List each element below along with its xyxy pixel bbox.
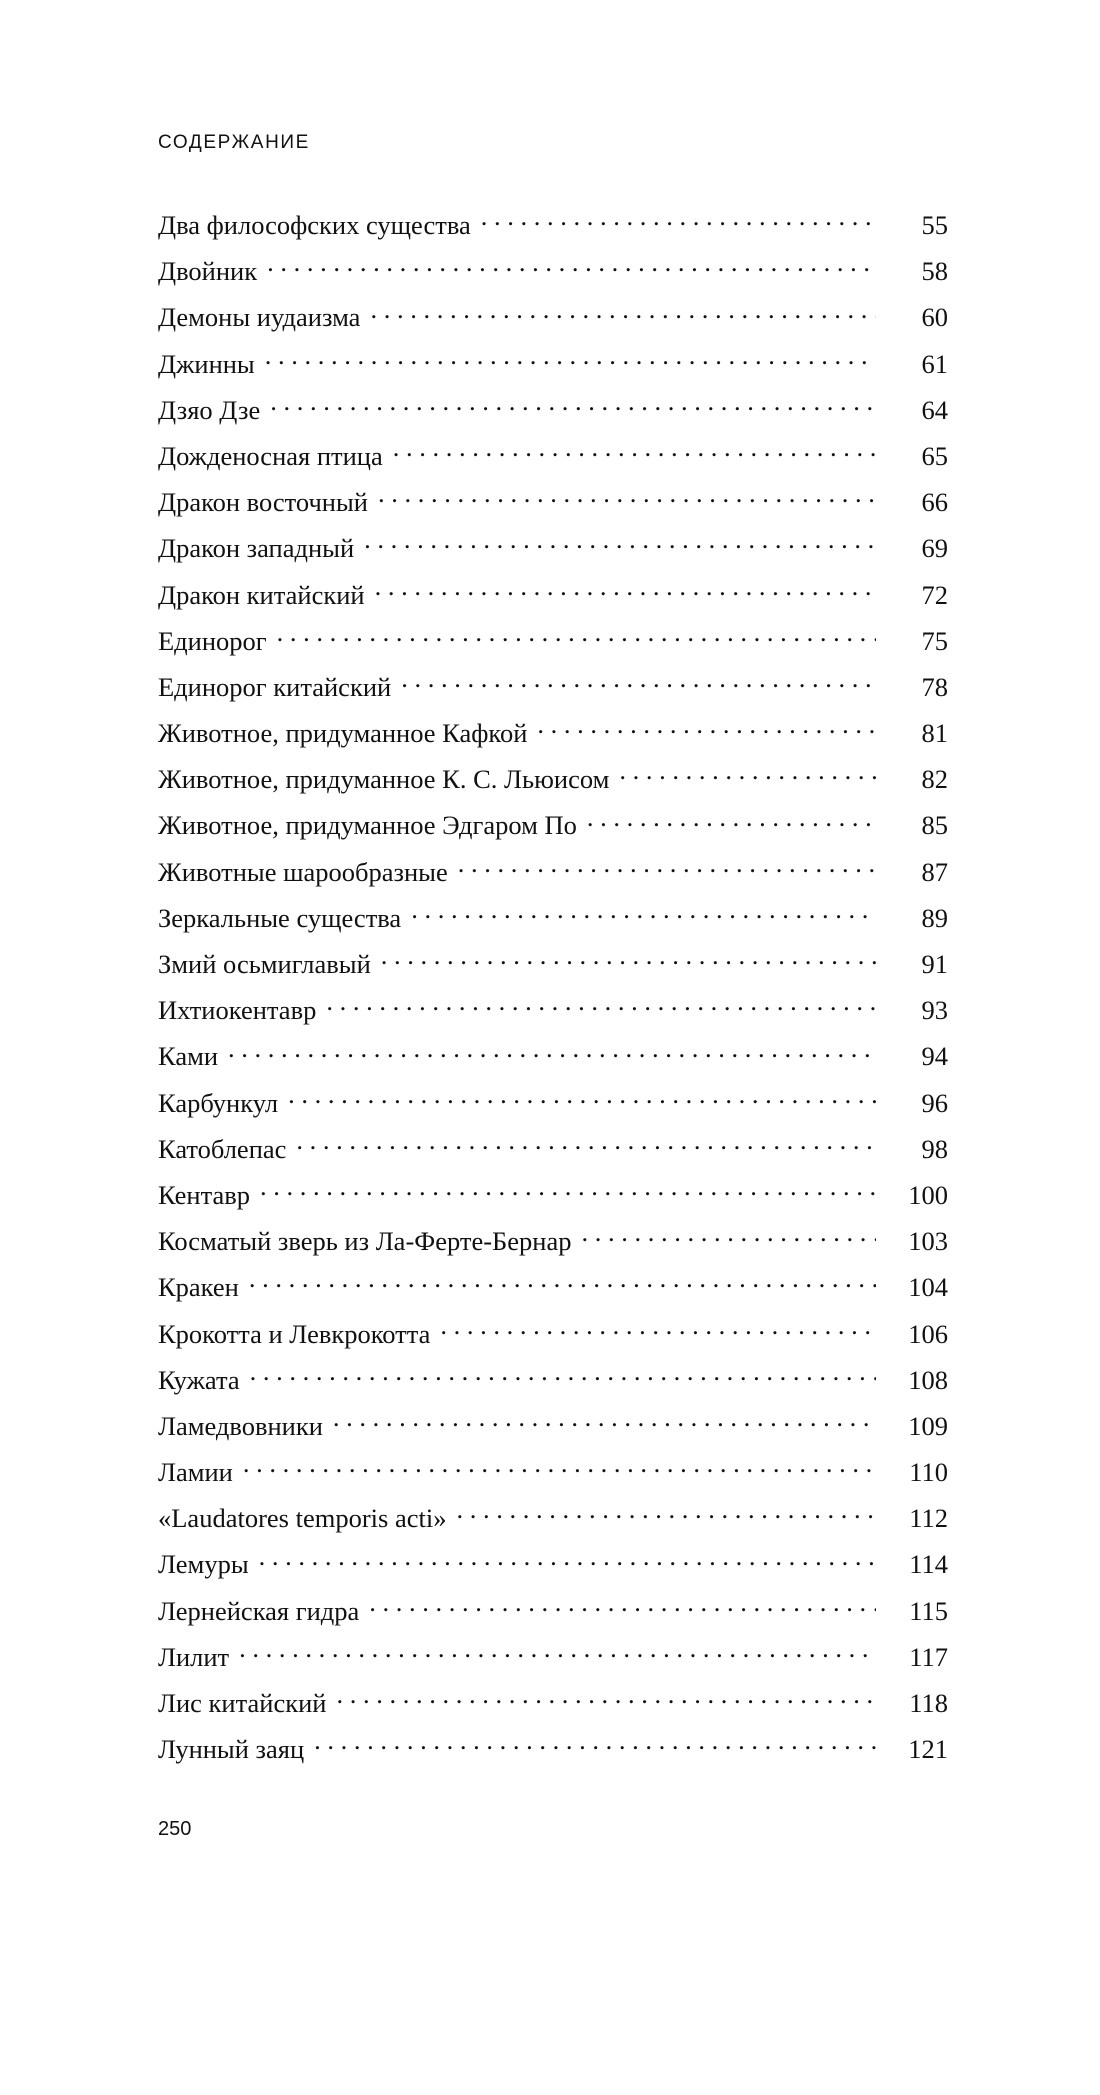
toc-entry[interactable] (158, 856, 948, 905)
toc-dot-leader (326, 1003, 876, 1019)
toc-dot-leader (288, 1096, 876, 1112)
toc-dot-leader (265, 357, 876, 373)
toc-entry[interactable] (158, 720, 948, 766)
toc-entry[interactable] (158, 1410, 948, 1459)
toc-entry-title: Кентавр (158, 1179, 251, 1210)
toc-entry-title: Змий осьмиглавый (158, 949, 371, 979)
toc-entry-page-number: 69 (921, 533, 948, 564)
toc-dot-leader (458, 865, 876, 881)
toc-dot-leader (260, 1188, 876, 1204)
toc-dot-leader (581, 1234, 876, 1250)
toc-entry[interactable] (158, 1551, 948, 1597)
toc-entry-page-number: 103 (908, 1226, 948, 1257)
toc-entry-title: Ками (158, 1041, 219, 1072)
toc-dot-leader (381, 957, 876, 973)
toc-entry[interactable] (158, 394, 948, 443)
toc-dot-leader (270, 403, 876, 419)
toc-entry-title: Дракон западный (158, 533, 355, 564)
toc-entry-page-number: 55 (921, 210, 948, 240)
toc-entry-page-number: 115 (909, 1595, 948, 1626)
toc-dot-leader (378, 495, 876, 511)
toc-entry[interactable] (158, 1274, 948, 1320)
toc-entry-page-number: 66 (921, 487, 948, 518)
toc-dot-leader (277, 634, 876, 650)
toc-dot-leader (370, 310, 876, 326)
toc-entry-title: Единорог китайский (158, 671, 392, 702)
toc-entry-page-number: 91 (921, 949, 948, 979)
toc-entry-page-number: 121 (908, 1734, 948, 1765)
toc-entry[interactable] (158, 997, 948, 1043)
toc-entry-title: Лис китайский (158, 1688, 327, 1718)
toc-dot-leader (239, 1650, 876, 1666)
toc-entry-title: Дракон восточный (158, 487, 368, 518)
toc-entry-title: Дзяо Дзе (158, 394, 261, 425)
toc-entry[interactable] (158, 1228, 948, 1274)
toc-dot-leader (333, 1419, 876, 1435)
toc-entry-page-number: 72 (921, 579, 948, 610)
toc-entry-page-number: 114 (909, 1549, 948, 1580)
toc-entry-page-number: 65 (921, 440, 948, 471)
toc-entry-page-number: 106 (908, 1318, 948, 1349)
toc-entry[interactable] (158, 348, 948, 397)
toc-entry[interactable] (158, 1087, 948, 1136)
toc-dot-leader (336, 1696, 876, 1712)
toc-entry-title: Крокотта и Левкрокотта (158, 1318, 431, 1349)
toc-entry[interactable] (158, 1133, 948, 1182)
page-title: СОДЕРЖАНИЕ (158, 132, 310, 153)
toc-dot-leader (364, 541, 876, 557)
toc-dot-leader (587, 818, 876, 834)
folio-page-number: 250 (158, 1818, 192, 1840)
toc-entry-page-number: 109 (908, 1410, 948, 1441)
toc-entry-title: Косматый зверь из Ла-Ферте-Бернар (158, 1226, 572, 1257)
toc-entry-title: Лернейская гидра (158, 1595, 360, 1626)
toc-entry-title: «Laudatores temporis acti» (158, 1503, 447, 1534)
toc-dot-leader (375, 588, 876, 604)
toc-entry[interactable] (158, 579, 948, 628)
table-of-contents (158, 212, 948, 1782)
toc-entry-page-number: 117 (909, 1641, 948, 1672)
toc-entry-page-number: 110 (909, 1457, 948, 1488)
toc-dot-leader (259, 1557, 876, 1573)
toc-entry-page-number: 104 (908, 1272, 948, 1303)
toc-entry-title: Дожденосная птица (158, 440, 383, 471)
toc-dot-leader (249, 1280, 876, 1296)
toc-entry-title: Ламедвовники (158, 1410, 323, 1441)
toc-entry-page-number: 87 (921, 856, 948, 887)
toc-dot-leader (537, 726, 876, 742)
toc-entry[interactable] (158, 671, 948, 720)
toc-entry-title: Джинны (158, 348, 255, 379)
toc-entry[interactable] (158, 304, 948, 350)
toc-entry[interactable] (158, 902, 948, 951)
toc-entry[interactable] (158, 1179, 948, 1228)
toc-entry[interactable] (158, 212, 948, 258)
toc-entry-title: Катоблепас (158, 1133, 287, 1164)
toc-dot-leader (369, 1604, 876, 1620)
toc-entry-title: Кракен (158, 1272, 239, 1303)
toc-entry-page-number: 108 (908, 1364, 948, 1395)
toc-entry-title: Животные шарообразные (158, 856, 448, 887)
toc-entry-title: Зеркальные существа (158, 902, 402, 933)
toc-entry-title: Кужата (158, 1364, 240, 1395)
toc-entry-page-number: 89 (921, 902, 948, 933)
toc-entry-title: Дракон китайский (158, 579, 365, 610)
toc-dot-leader (296, 1142, 876, 1158)
toc-dot-leader (267, 264, 876, 280)
toc-dot-leader (228, 1049, 876, 1065)
toc-dot-leader (401, 680, 876, 696)
toc-entry-page-number: 94 (921, 1041, 948, 1072)
toc-entry[interactable] (158, 1505, 948, 1551)
toc-entry-title: Ламии (158, 1457, 233, 1488)
toc-entry-page-number: 64 (921, 394, 948, 425)
toc-entry-title: Двойник (158, 256, 258, 287)
toc-entry[interactable] (158, 812, 948, 858)
toc-entry-page-number: 60 (921, 302, 948, 333)
toc-entry-title: Животное, придуманное Эдгаром По (158, 810, 577, 841)
toc-entry-page-number: 82 (921, 764, 948, 795)
toc-entry[interactable] (158, 1690, 948, 1736)
toc-entry-title: Карбункул (158, 1087, 279, 1118)
toc-entry[interactable] (158, 1641, 948, 1690)
toc-entry-page-number: 118 (909, 1688, 948, 1718)
toc-entry-page-number: 75 (921, 625, 948, 656)
toc-dot-leader (440, 1327, 876, 1343)
toc-entry-page-number: 85 (921, 810, 948, 841)
toc-entry[interactable] (158, 1364, 948, 1413)
toc-entry[interactable] (158, 1736, 948, 1782)
toc-entry-page-number: 100 (908, 1179, 948, 1210)
toc-entry-title: Животное, придуманное К. С. Льюисом (158, 764, 610, 795)
toc-entry-title: Два философских существа (158, 210, 471, 240)
toc-dot-leader (393, 449, 876, 465)
toc-entry[interactable] (158, 1318, 948, 1367)
toc-entry[interactable] (158, 951, 948, 997)
toc-entry[interactable] (158, 1459, 948, 1505)
toc-dot-leader (411, 911, 876, 927)
toc-dot-leader (619, 772, 876, 788)
toc-entry-title: Единорог (158, 625, 267, 656)
toc-entry[interactable] (158, 766, 948, 812)
toc-entry-title: Демоны иудаизма (158, 302, 361, 333)
toc-dot-leader (456, 1511, 876, 1527)
toc-entry-page-number: 98 (921, 1133, 948, 1164)
toc-entry[interactable] (158, 489, 948, 535)
toc-dot-leader (250, 1373, 876, 1389)
toc-entry-page-number: 112 (909, 1503, 948, 1534)
toc-entry[interactable] (158, 440, 948, 489)
toc-entry[interactable] (158, 625, 948, 674)
toc-entry-title: Лунный заяц (158, 1734, 305, 1765)
toc-dot-leader (314, 1742, 876, 1758)
toc-entry[interactable] (158, 535, 948, 581)
toc-entry[interactable] (158, 1595, 948, 1644)
toc-entry-title: Животное, придуманное Кафкой (158, 718, 528, 749)
toc-entry-page-number: 81 (921, 718, 948, 749)
toc-dot-leader (481, 218, 876, 234)
toc-entry-page-number: 61 (921, 348, 948, 379)
toc-entry-page-number: 78 (921, 671, 948, 702)
toc-entry[interactable] (158, 1043, 948, 1089)
toc-entry-page-number: 93 (921, 995, 948, 1026)
toc-entry-page-number: 58 (921, 256, 948, 287)
toc-entry[interactable] (158, 258, 948, 304)
toc-entry-title: Лемуры (158, 1549, 249, 1580)
toc-entry-page-number: 96 (921, 1087, 948, 1118)
toc-entry-title: Лилит (158, 1641, 230, 1672)
toc-dot-leader (243, 1465, 876, 1481)
toc-entry-title: Ихтиокентавр (158, 995, 317, 1026)
